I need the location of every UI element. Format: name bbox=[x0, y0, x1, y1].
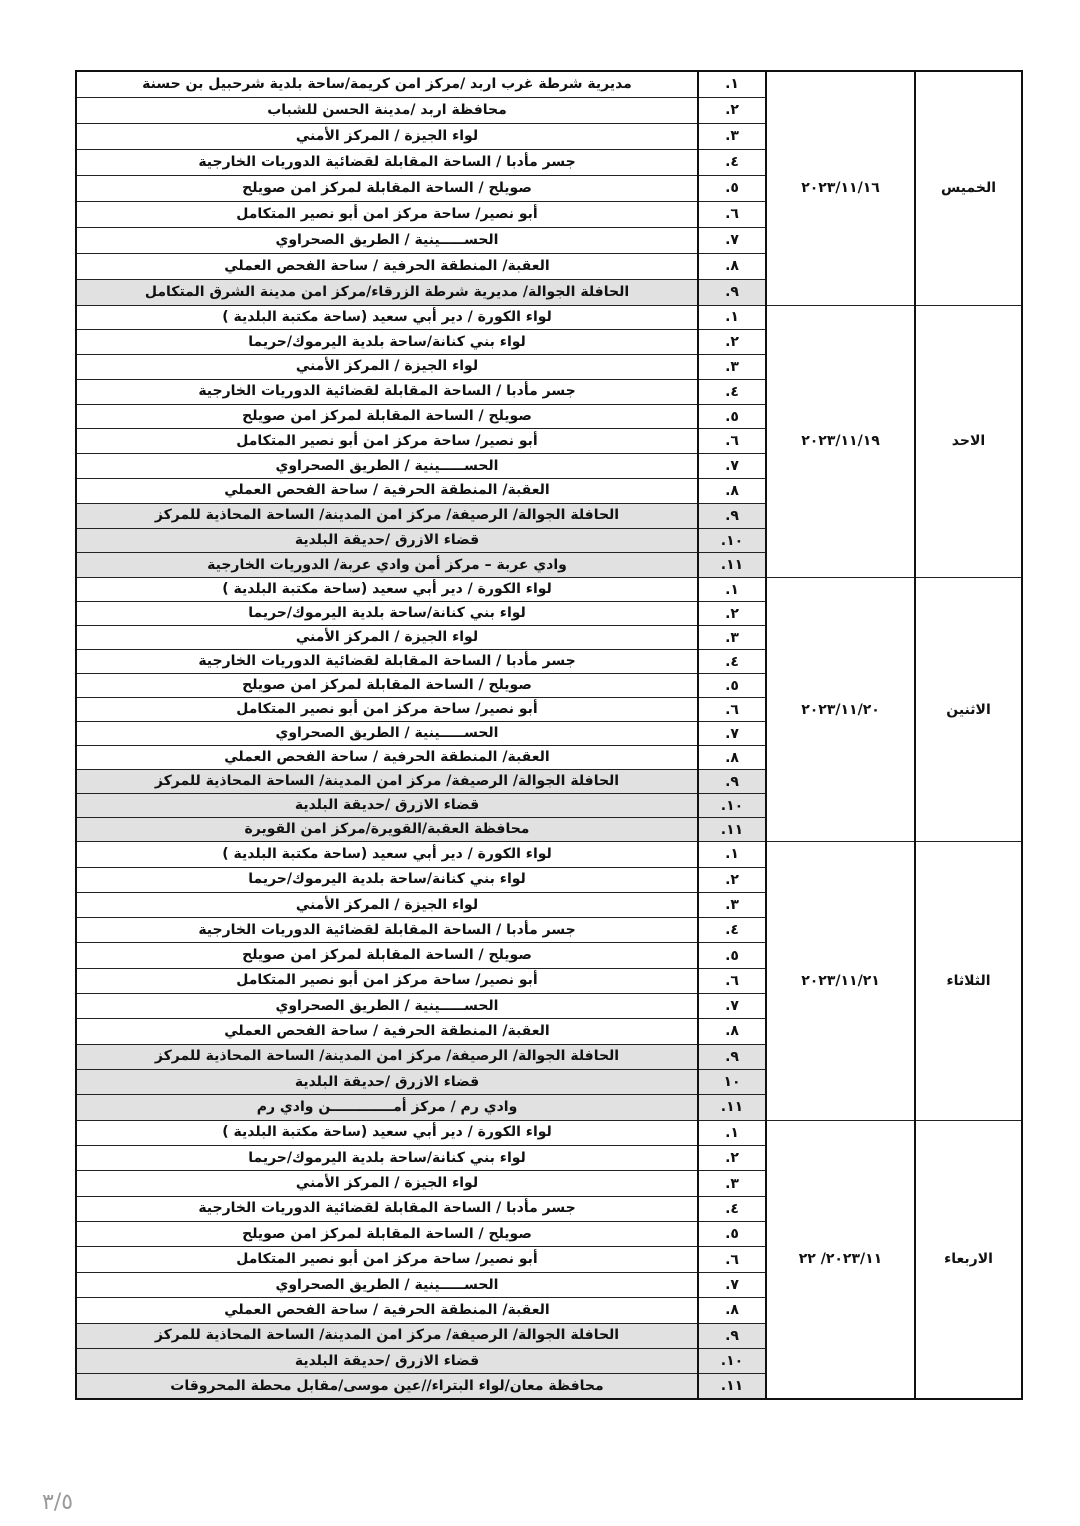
location-cell: لواء الجيزة / المركز الأمني bbox=[76, 1171, 698, 1196]
schedule-row bbox=[76, 578, 1022, 602]
location-cell: الحســـــينية / الطريق الصحراوي bbox=[76, 994, 698, 1019]
schedule-row bbox=[76, 71, 1022, 97]
row-number-cell: ٨. bbox=[698, 1298, 766, 1323]
schedule-table bbox=[75, 70, 1023, 1400]
location-cell: الحســـــينية / الطريق الصحراوي bbox=[76, 454, 698, 479]
location-cell: العقبة/ المنطقة الحرفية / ساحة الفحص العملي bbox=[76, 479, 698, 504]
schedule-row bbox=[76, 1120, 1022, 1145]
date-cell: ٢٠٢٣/١١/٢٠ bbox=[766, 578, 915, 842]
day-cell: الثلاثاء bbox=[915, 842, 1022, 1120]
row-number-cell: ١. bbox=[698, 578, 766, 602]
location-cell: قضاء الازرق /حديقة البلدية bbox=[76, 1069, 698, 1094]
location-cell: محافظة اربد /مدينة الحسن للشباب bbox=[76, 97, 698, 123]
location-cell: وادي رم / مركز أمـــــــــــــن وادي رم bbox=[76, 1095, 698, 1120]
row-number-cell: ٤. bbox=[698, 918, 766, 943]
row-number-cell: ٧. bbox=[698, 454, 766, 479]
schedule-body bbox=[76, 71, 1022, 1399]
location-cell: جسر مأدبا / الساحة المقابلة لقضائية الدوريات الخارجية bbox=[76, 379, 698, 404]
row-number-cell: ١. bbox=[698, 71, 766, 97]
day-cell: الخميس bbox=[915, 71, 1022, 305]
location-cell: الحســـــينية / الطريق الصحراوي bbox=[76, 1272, 698, 1297]
row-number-cell: ٧. bbox=[698, 1272, 766, 1297]
location-cell: لواء الكورة / دير أبي سعيد (ساحة مكتبة البلدية ) bbox=[76, 305, 698, 330]
row-number-cell: ٥. bbox=[698, 674, 766, 698]
date-cell: ٢٠٢٣/١١/١٦ bbox=[766, 71, 915, 305]
row-number-cell: ١٠. bbox=[698, 794, 766, 818]
row-number-cell: ١١. bbox=[698, 1374, 766, 1399]
location-cell: قضاء الازرق /حديقة البلدية bbox=[76, 1349, 698, 1374]
location-cell: أبو نصير/ ساحة مركز امن أبو نصير المتكامل bbox=[76, 201, 698, 227]
location-cell: الحافلة الجوالة/ الرصيفة/ مركز امن المدينة/ الساحة المحاذية للمركز bbox=[76, 770, 698, 794]
date-cell: ٢٠٢٣/١١/٢١ bbox=[766, 842, 915, 1120]
row-number-cell: ٣. bbox=[698, 355, 766, 380]
date-cell: ٢٠٢٣/١١/ ٢٢ bbox=[766, 1120, 915, 1399]
row-number-cell: ٣. bbox=[698, 1171, 766, 1196]
location-cell: الحافلة الجوالة/ الرصيفة/ مركز امن المدينة/ الساحة المحاذية للمركز bbox=[76, 1323, 698, 1348]
location-cell: لواء الكورة / دير أبي سعيد (ساحة مكتبة البلدية ) bbox=[76, 578, 698, 602]
row-number-cell: ٢. bbox=[698, 97, 766, 123]
row-number-cell: ٣. bbox=[698, 123, 766, 149]
row-number-cell: ٦. bbox=[698, 698, 766, 722]
row-number-cell: ٦. bbox=[698, 1247, 766, 1272]
location-cell: العقبة/ المنطقة الحرفية / ساحة الفحص العملي bbox=[76, 746, 698, 770]
location-cell: لواء الجيزة / المركز الأمني bbox=[76, 123, 698, 149]
location-cell: لواء بني كنانة/ساحة بلدية اليرموك/حريما bbox=[76, 330, 698, 355]
location-cell: قضاء الازرق /حديقة البلدية bbox=[76, 528, 698, 553]
location-cell: لواء الجيزة / المركز الأمني bbox=[76, 626, 698, 650]
location-cell: لواء بني كنانة/ساحة بلدية اليرموك/حريما bbox=[76, 602, 698, 626]
location-cell: محافظة العقبة/القويرة/مركز امن القويرة bbox=[76, 818, 698, 842]
location-cell: قضاء الازرق /حديقة البلدية bbox=[76, 794, 698, 818]
location-cell: جسر مأدبا / الساحة المقابلة لقضائية الدوريات الخارجية bbox=[76, 918, 698, 943]
row-number-cell: ٦. bbox=[698, 968, 766, 993]
row-number-cell: ٦. bbox=[698, 201, 766, 227]
row-number-cell: ٧. bbox=[698, 722, 766, 746]
row-number-cell: ٥. bbox=[698, 1222, 766, 1247]
location-cell: صويلح / الساحة المقابلة لمركز امن صويلح bbox=[76, 674, 698, 698]
location-cell: الحافلة الجوالة/ الرصيفة/ مركز امن المدينة/ الساحة المحاذية للمركز bbox=[76, 1044, 698, 1069]
location-cell: العقبة/ المنطقة الحرفية / ساحة الفحص العملي bbox=[76, 253, 698, 279]
location-cell: أبو نصير/ ساحة مركز امن أبو نصير المتكامل bbox=[76, 698, 698, 722]
row-number-cell: ٨. bbox=[698, 746, 766, 770]
location-cell: مديرية شرطة غرب اربد /مركز امن كريمة/ساحة بلدية شرحبيل بن حسنة bbox=[76, 71, 698, 97]
location-cell: جسر مأدبا / الساحة المقابلة لقضائية الدوريات الخارجية bbox=[76, 1196, 698, 1221]
location-cell: جسر مأدبا / الساحة المقابلة لقضائية الدوريات الخارجية bbox=[76, 650, 698, 674]
location-cell: صويلح / الساحة المقابلة لمركز امن صويلح bbox=[76, 175, 698, 201]
row-number-cell: ٤. bbox=[698, 650, 766, 674]
row-number-cell: ٨. bbox=[698, 253, 766, 279]
row-number-cell: ٧. bbox=[698, 227, 766, 253]
location-cell: صويلح / الساحة المقابلة لمركز امن صويلح bbox=[76, 404, 698, 429]
row-number-cell: ١. bbox=[698, 842, 766, 867]
page-number: ٣/٥ bbox=[42, 1490, 74, 1515]
location-cell: الحافلة الجوالة/ الرصيفة/ مركز امن المدينة/ الساحة المحاذية للمركز bbox=[76, 503, 698, 528]
location-cell: أبو نصير/ ساحة مركز امن أبو نصير المتكامل bbox=[76, 429, 698, 454]
row-number-cell: ١١. bbox=[698, 553, 766, 578]
row-number-cell: ٢. bbox=[698, 1145, 766, 1170]
location-cell: لواء الكورة / دير أبي سعيد (ساحة مكتبة البلدية ) bbox=[76, 1120, 698, 1145]
row-number-cell: ٧. bbox=[698, 994, 766, 1019]
row-number-cell: ١. bbox=[698, 1120, 766, 1145]
row-number-cell: ٩. bbox=[698, 503, 766, 528]
row-number-cell: ٥. bbox=[698, 404, 766, 429]
location-cell: لواء الجيزة / المركز الأمني bbox=[76, 355, 698, 380]
row-number-cell: ٩. bbox=[698, 1044, 766, 1069]
row-number-cell: ٢. bbox=[698, 330, 766, 355]
row-number-cell: ٨. bbox=[698, 479, 766, 504]
row-number-cell: ١١. bbox=[698, 818, 766, 842]
row-number-cell: ١١. bbox=[698, 1095, 766, 1120]
location-cell: محافظة معان/لواء البتراء//عين موسى/مقابل محطة المحروقات bbox=[76, 1374, 698, 1399]
location-cell: لواء الكورة / دير أبي سعيد (ساحة مكتبة البلدية ) bbox=[76, 842, 698, 867]
row-number-cell: ٩. bbox=[698, 279, 766, 305]
row-number-cell: ٤. bbox=[698, 1196, 766, 1221]
location-cell: جسر مأدبا / الساحة المقابلة لقضائية الدوريات الخارجية bbox=[76, 149, 698, 175]
location-cell: أبو نصير/ ساحة مركز امن أبو نصير المتكامل bbox=[76, 1247, 698, 1272]
schedule-row bbox=[76, 305, 1022, 330]
location-cell: أبو نصير/ ساحة مركز امن أبو نصير المتكامل bbox=[76, 968, 698, 993]
location-cell: صويلح / الساحة المقابلة لمركز امن صويلح bbox=[76, 1222, 698, 1247]
day-cell: الاثنين bbox=[915, 578, 1022, 842]
row-number-cell: ٦. bbox=[698, 429, 766, 454]
row-number-cell: ٩. bbox=[698, 770, 766, 794]
row-number-cell: ٥. bbox=[698, 943, 766, 968]
location-cell: صويلح / الساحة المقابلة لمركز امن صويلح bbox=[76, 943, 698, 968]
date-cell: ٢٠٢٣/١١/١٩ bbox=[766, 305, 915, 578]
location-cell: العقبة/ المنطقة الحرفية / ساحة الفحص العملي bbox=[76, 1019, 698, 1044]
row-number-cell: ٨. bbox=[698, 1019, 766, 1044]
location-cell: لواء الجيزة / المركز الأمني bbox=[76, 892, 698, 917]
location-cell: العقبة/ المنطقة الحرفية / ساحة الفحص العملي bbox=[76, 1298, 698, 1323]
location-cell: الحســـــينية / الطريق الصحراوي bbox=[76, 722, 698, 746]
location-cell: وادي عربة – مركز أمن وادي عربة/ الدوريات الخارجية bbox=[76, 553, 698, 578]
schedule-row bbox=[76, 842, 1022, 867]
location-cell: الحافلة الجوالة/ مديرية شرطة الزرقاء/مركز امن مدينة الشرق المتكامل bbox=[76, 279, 698, 305]
location-cell: لواء بني كنانة/ساحة بلدية اليرموك/حريما bbox=[76, 867, 698, 892]
row-number-cell: ٩. bbox=[698, 1323, 766, 1348]
row-number-cell: ١٠. bbox=[698, 1349, 766, 1374]
location-cell: لواء بني كنانة/ساحة بلدية اليرموك/حريما bbox=[76, 1145, 698, 1170]
row-number-cell: ٥. bbox=[698, 175, 766, 201]
location-cell: الحســـــينية / الطريق الصحراوي bbox=[76, 227, 698, 253]
row-number-cell: ٢. bbox=[698, 867, 766, 892]
row-number-cell: ١. bbox=[698, 305, 766, 330]
row-number-cell: ٤. bbox=[698, 149, 766, 175]
row-number-cell: ١٠ bbox=[698, 1069, 766, 1094]
row-number-cell: ١٠. bbox=[698, 528, 766, 553]
day-cell: الاحد bbox=[915, 305, 1022, 578]
row-number-cell: ٢. bbox=[698, 602, 766, 626]
row-number-cell: ٣. bbox=[698, 892, 766, 917]
row-number-cell: ٣. bbox=[698, 626, 766, 650]
row-number-cell: ٤. bbox=[698, 379, 766, 404]
day-cell: الاربعاء bbox=[915, 1120, 1022, 1399]
